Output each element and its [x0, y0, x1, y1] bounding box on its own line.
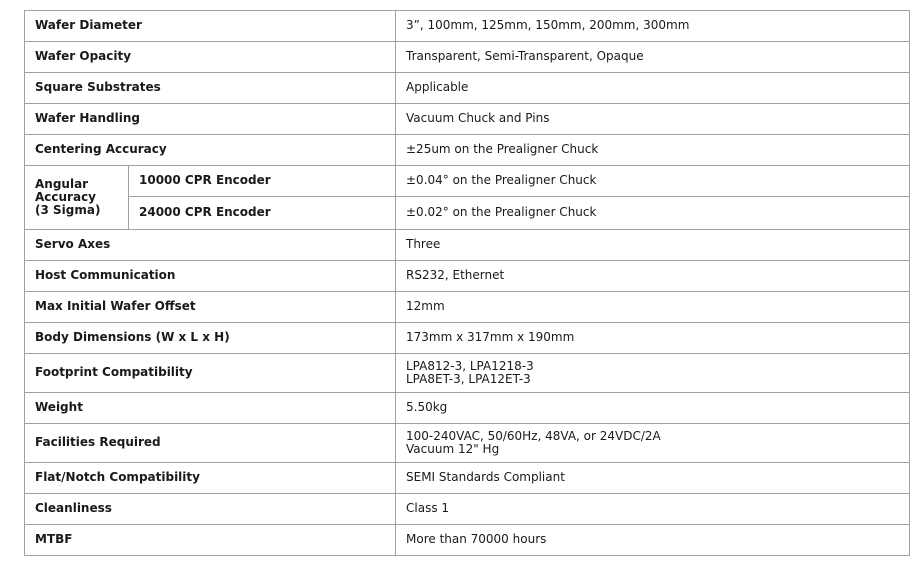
24000-cpr-encoder-value-line: ±0.02° on the Prealigner Chuck	[406, 205, 597, 220]
group-label-line: Accuracy	[35, 189, 97, 204]
group-label-line: (3 Sigma)	[35, 203, 101, 218]
spec-table	[24, 10, 910, 556]
facilities-required-value	[396, 424, 910, 463]
wafer-diameter-label: Wafer Diameter	[25, 11, 396, 42]
square-substrates-label: Square Substrates	[25, 73, 396, 104]
facilities-required-label: Facilities Required	[25, 424, 396, 463]
cleanliness-value	[396, 494, 910, 525]
centering-accuracy-value-line: ±25um on the Prealigner Chuck	[406, 142, 599, 157]
spec-row-cleanliness	[25, 494, 910, 525]
spec-row-mtbf	[25, 525, 910, 556]
weight-value-line: 5.50kg	[406, 400, 448, 415]
group-label-line: Angular	[35, 176, 89, 191]
centering-accuracy-label: Centering Accuracy	[25, 135, 396, 166]
spec-row-wafer-diameter	[25, 11, 910, 42]
spec-row-footprint-compatibility	[25, 354, 910, 393]
mtbf-label: MTBF	[25, 525, 396, 556]
mtbf-value-line: More than 70000 hours	[406, 532, 547, 547]
spec-row-10000-cpr-encoder	[25, 166, 910, 197]
24000-cpr-encoder-label: 24000 CPR Encoder	[129, 197, 396, 230]
servo-axes-label: Servo Axes	[25, 230, 396, 261]
spec-row-centering-accuracy	[25, 135, 910, 166]
servo-axes-value-line: Three	[406, 237, 441, 252]
footprint-compatibility-label: Footprint Compatibility	[25, 354, 396, 393]
square-substrates-value	[396, 73, 910, 104]
wafer-handling-value	[396, 104, 910, 135]
weight-value	[396, 393, 910, 424]
spec-row-max-initial-wafer-offset	[25, 292, 910, 323]
10000-cpr-encoder-value-line: ±0.04° on the Prealigner Chuck	[406, 173, 597, 188]
spec-row-flat-notch-compatibility	[25, 463, 910, 494]
centering-accuracy-value	[396, 135, 910, 166]
max-initial-wafer-offset-label: Max Initial Wafer Offset	[25, 292, 396, 323]
facilities-required-value-line: Vacuum 12" Hg	[406, 442, 500, 456]
10000-cpr-encoder-label: 10000 CPR Encoder	[129, 166, 396, 197]
facilities-required-value-line: 100-240VAC, 50/60Hz, 48VA, or 24VDC/2A	[406, 428, 661, 443]
wafer-handling-label: Wafer Handling	[25, 104, 396, 135]
spec-table-body	[25, 11, 910, 556]
max-initial-wafer-offset-value-line: 12mm	[406, 299, 445, 314]
square-substrates-value-line: Applicable	[406, 80, 469, 95]
cleanliness-value-line: Class 1	[406, 501, 450, 516]
spec-row-body-dimensions-w-x-l-x-h	[25, 323, 910, 354]
spec-row-weight	[25, 393, 910, 424]
cleanliness-label: Cleanliness	[25, 494, 396, 525]
spec-row-square-substrates	[25, 73, 910, 104]
mtbf-value	[396, 525, 910, 556]
wafer-diameter-value-line: 3”, 100mm, 125mm, 150mm, 200mm, 300mm	[406, 18, 690, 33]
wafer-diameter-value	[396, 11, 910, 42]
footprint-compatibility-value	[396, 354, 910, 393]
flat-notch-compatibility-value-line: SEMI Standards Compliant	[406, 470, 565, 485]
body-dimensions-w-x-l-x-h-value	[396, 323, 910, 354]
footprint-compatibility-value-line: LPA8ET-3, LPA12ET-3	[406, 372, 531, 386]
servo-axes-value	[396, 230, 910, 261]
wafer-handling-value-line: Vacuum Chuck and Pins	[406, 111, 550, 126]
body-dimensions-w-x-l-x-h-label: Body Dimensions (W x L x H)	[25, 323, 396, 354]
weight-label: Weight	[25, 393, 396, 424]
wafer-opacity-value-line: Transparent, Semi-Transparent, Opaque	[406, 49, 644, 64]
host-communication-value-line: RS232, Ethernet	[406, 268, 505, 283]
body-dimensions-w-x-l-x-h-value-line: 173mm x 317mm x 190mm	[406, 330, 575, 345]
footprint-compatibility-value-line: LPA812-3, LPA1218-3	[406, 358, 534, 373]
spec-row-wafer-opacity	[25, 42, 910, 73]
spec-row-facilities-required	[25, 424, 910, 463]
flat-notch-compatibility-label: Flat/Notch Compatibility	[25, 463, 396, 494]
spec-row-24000-cpr-encoder	[25, 197, 910, 230]
10000-cpr-encoder-value	[396, 166, 910, 197]
wafer-opacity-label: Wafer Opacity	[25, 42, 396, 73]
max-initial-wafer-offset-value	[396, 292, 910, 323]
wafer-opacity-value	[396, 42, 910, 73]
host-communication-value	[396, 261, 910, 292]
host-communication-label: Host Communication	[25, 261, 396, 292]
group-label-angular-accuracy	[25, 166, 129, 230]
spec-row-host-communication	[25, 261, 910, 292]
spec-row-wafer-handling	[25, 104, 910, 135]
spec-row-servo-axes	[25, 230, 910, 261]
24000-cpr-encoder-value	[396, 197, 910, 230]
flat-notch-compatibility-value	[396, 463, 910, 494]
